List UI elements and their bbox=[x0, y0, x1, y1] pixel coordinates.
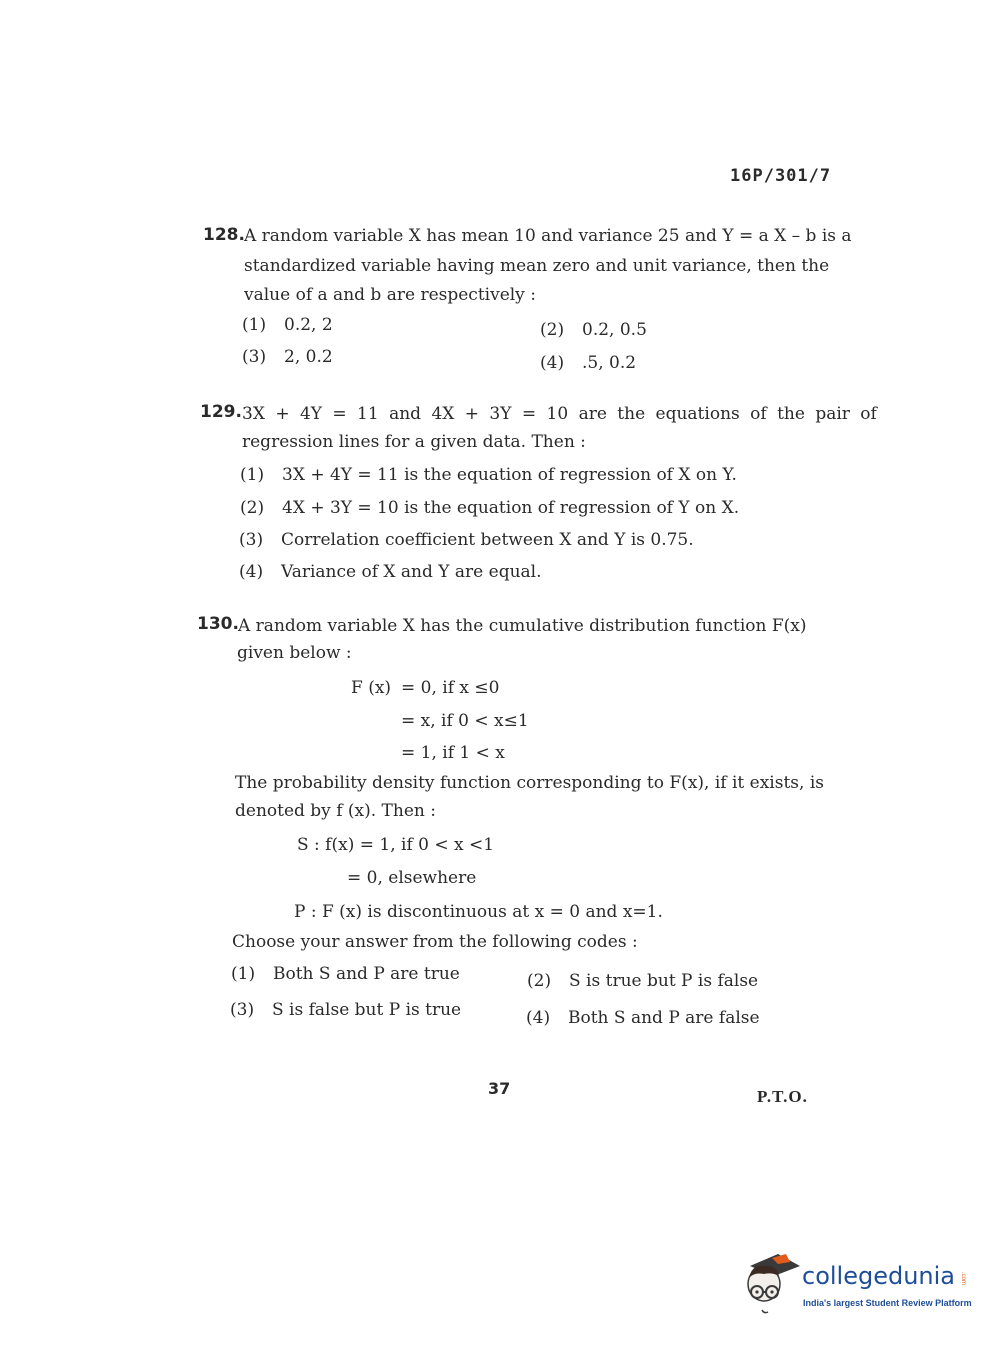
option-2[interactable] bbox=[540, 320, 647, 340]
option-text: Correlation coefficient between X and Y is 0.75. bbox=[281, 530, 694, 550]
option-2[interactable] bbox=[240, 498, 739, 518]
option-number: (1) bbox=[240, 465, 265, 485]
option-3[interactable] bbox=[242, 347, 333, 367]
option-text: 4X + 3Y = 10 is the equation of regression of Y on X. bbox=[282, 498, 740, 518]
statement-s: S : f(x) = 1, if 0 < x <1 bbox=[297, 835, 495, 855]
option-number: (1) bbox=[242, 315, 267, 335]
logo-name: collegedunia bbox=[802, 1262, 956, 1290]
option-number: (4) bbox=[239, 562, 264, 582]
statement-p: P : F (x) is discontinuous at x = 0 and x=1. bbox=[294, 902, 663, 922]
option-number: (2) bbox=[240, 498, 265, 518]
option-1[interactable] bbox=[240, 465, 737, 485]
question-text-line: A random variable X has the cumulative distribution function F(x) bbox=[238, 616, 807, 636]
statement-s-else: = 0, elsewhere bbox=[347, 868, 477, 888]
pto-label: P.T.O. bbox=[757, 1087, 808, 1106]
option-number: (4) bbox=[540, 353, 565, 373]
option-number: (3) bbox=[242, 347, 267, 367]
option-text: 0.2, 2 bbox=[284, 315, 333, 335]
question-number: 130. bbox=[197, 614, 239, 634]
option-number: (3) bbox=[239, 530, 264, 550]
option-3[interactable] bbox=[230, 1000, 461, 1020]
option-text: S is true but P is false bbox=[569, 971, 759, 991]
option-text: 0.2, 0.5 bbox=[582, 320, 647, 340]
question-text-line: A random variable X has mean 10 and variance 25 and Y = a X – b is a bbox=[244, 226, 852, 246]
cdf-case: = 0, if x ≤0 bbox=[401, 678, 500, 698]
option-number: (3) bbox=[230, 1000, 255, 1020]
cdf-case: = 1, if 1 < x bbox=[401, 743, 505, 763]
page-number: 37 bbox=[488, 1079, 511, 1098]
question-number: 129. bbox=[200, 402, 242, 422]
choose-instruction: Choose your answer from the following codes : bbox=[232, 932, 638, 952]
option-text: Variance of X and Y are equal. bbox=[281, 562, 542, 582]
option-1[interactable] bbox=[231, 964, 460, 984]
option-3[interactable] bbox=[239, 530, 694, 550]
cdf-lhs: F (x) bbox=[351, 678, 392, 698]
option-4[interactable] bbox=[526, 1008, 760, 1028]
paper-code: 16P/301/7 bbox=[730, 166, 832, 186]
option-2[interactable] bbox=[527, 971, 758, 991]
question-text-line: 3X + 4Y = 11 and 4X + 3Y = 10 are the equations of the pair of bbox=[242, 404, 877, 424]
option-number: (1) bbox=[231, 964, 256, 984]
option-4[interactable] bbox=[239, 562, 542, 582]
option-1[interactable] bbox=[242, 315, 333, 335]
option-number: (2) bbox=[527, 971, 552, 991]
option-text: Both S and P are false bbox=[568, 1008, 760, 1028]
question-text-line: denoted by f (x). Then : bbox=[235, 801, 436, 821]
logo-suffix: .com bbox=[960, 1272, 966, 1286]
question-text-line: given below : bbox=[237, 643, 352, 663]
collegedunia-logo[interactable] bbox=[742, 1248, 974, 1328]
cdf-case: = x, if 0 < x≤1 bbox=[401, 711, 529, 731]
question-text-line: standardized variable having mean zero and unit variance, then the bbox=[244, 256, 830, 276]
logo-tagline: India's largest Student Review Platform bbox=[803, 1298, 972, 1308]
option-number: (4) bbox=[526, 1008, 551, 1028]
option-text: 2, 0.2 bbox=[284, 347, 333, 367]
option-4[interactable] bbox=[540, 353, 636, 373]
option-number: (2) bbox=[540, 320, 565, 340]
option-text: 3X + 4Y = 11 is the equation of regression of X on Y. bbox=[282, 465, 737, 485]
option-text: .5, 0.2 bbox=[582, 353, 637, 373]
question-text-line: regression lines for a given data. Then : bbox=[242, 432, 586, 452]
question-text-line: The probability density function corresponding to F(x), if it exists, is bbox=[235, 773, 824, 793]
option-text: Both S and P are true bbox=[273, 964, 460, 984]
question-number: 128. bbox=[203, 225, 245, 245]
option-text: S is false but P is true bbox=[272, 1000, 462, 1020]
student-mascot-icon bbox=[742, 1248, 802, 1318]
question-text-line: value of a and b are respectively : bbox=[244, 285, 536, 305]
